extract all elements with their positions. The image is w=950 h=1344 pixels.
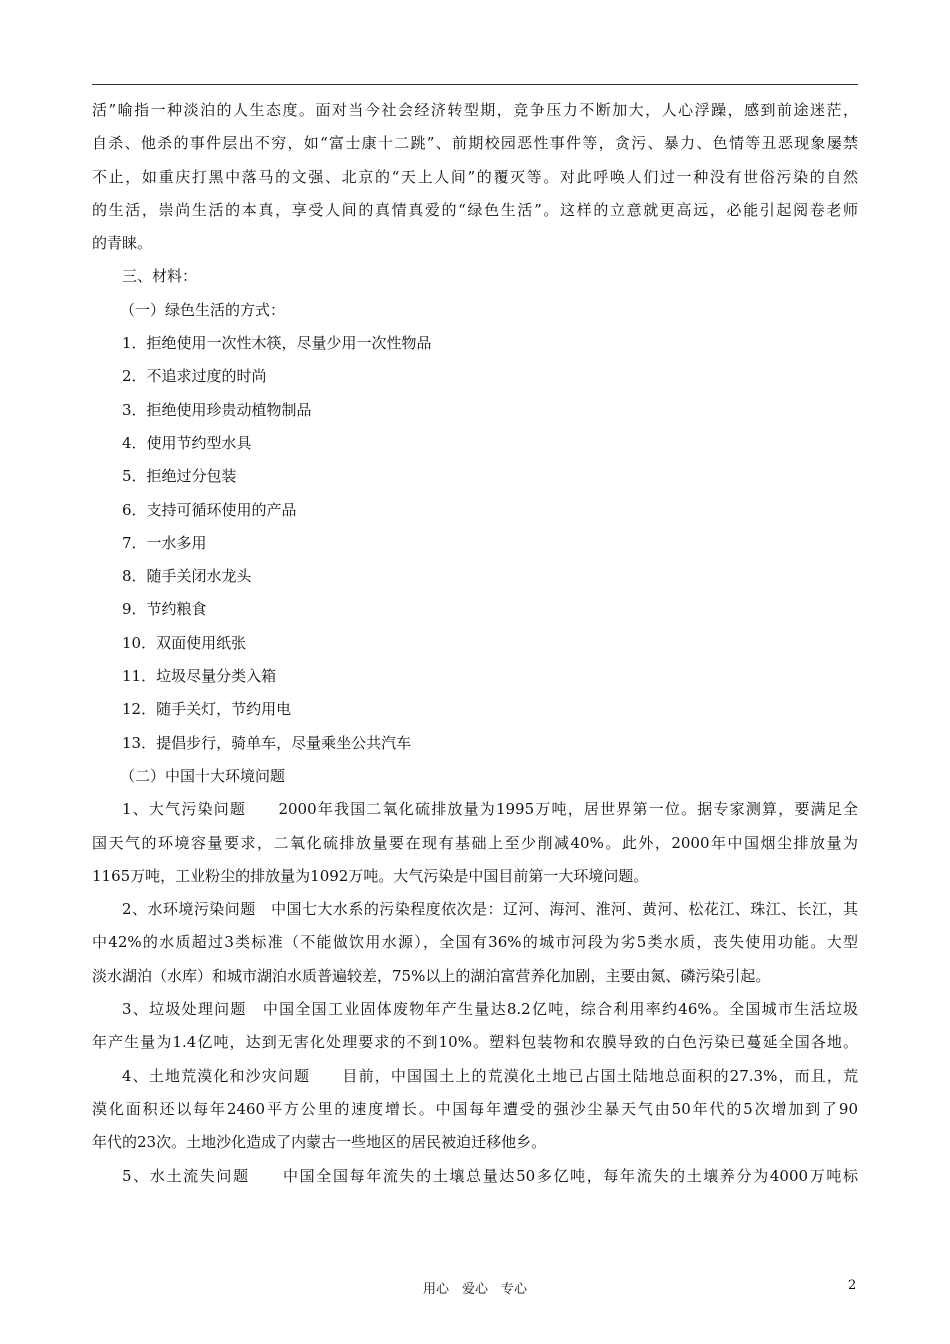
list-item: 1．拒绝使用一次性木筷，尽量少用一次性物品 [122,334,432,353]
green-ways-list [92,327,858,760]
text-line: 3、垃圾处理问题 中国全国工业固体废物年产生量达8.2亿吨，综合利用率约46%。全国城市生活垃圾 [122,1000,858,1019]
problem-soil-erosion [92,1160,858,1193]
intro-paragraph [92,94,858,260]
text-line: 中42%的水质超过3类标准（不能做饮用水源），全国有36%的城市河段为劣5类水质，丧失使用功能。大型 [92,933,858,952]
problem-garbage [92,993,858,1060]
text-line: 年代的23次。土地沙化造成了内蒙古一些地区的居民被迫迁移他乡。 [92,1133,547,1152]
text-line: 2、水环境污染问题 中国七大水系的污染程度依次是：辽河、海河、淮河、黄河、松花江、珠江、长江，其 [122,900,858,919]
text-line: 1、大气污染问题 2000年我国二氧化硫排放量为1995万吨，居世界第一位。据专家测算，要满足全 [122,800,858,819]
problem-water-pollution [92,893,858,993]
text-line: 自杀、他杀的事件层出不穷，如“富士康十二跳”、前期校园恶性事件等，贪污、暴力、色情等丑恶现象屡禁 [92,134,858,153]
list-item: 6．支持可循环使用的产品 [122,500,297,519]
list-item: 5．拒绝过分包装 [122,467,237,486]
text-line: 的生活，崇尚生活的本真，享受人间的真情真爱的“绿色生活”。这样的立意就更高远，必能引起阅卷老师 [92,200,858,219]
text-line: 1165万吨，工业粉尘的排放量为1092万吨。大气污染是中国目前第一大环境问题。 [92,866,649,885]
text-line: 的青睐。 [92,234,153,253]
list-item: 10．双面使用纸张 [122,633,247,652]
list-item: 13．提倡步行，骑单车，尽量乘坐公共汽车 [122,733,412,752]
footer-motto: 用心 爱心 专心 [422,1282,527,1297]
list-item: 4．使用节约型水具 [122,433,252,452]
text-line: 不止，如重庆打黑中落马的文强、北京的“天上人间”的覆灭等。对此呼唤人们过一种没有世俗污染的自然 [92,167,858,186]
list-item: 8．随手关闭水龙头 [122,567,252,586]
text-line: 活”喻指一种淡泊的人生态度。面对当今社会经济转型期，竞争压力不断加大，人心浮躁，感到前途迷茫， [92,101,858,119]
text-line: 国天气的环境容量要求，二氧化硫排放量要在现有基础上至少削减40%。此外，2000年中国烟尘排放量为 [92,833,858,852]
text-line: 漠化面积还以每年2460平方公里的速度增长。中国每年遭受的强沙尘暴天气由50年代的5次增加到了90 [92,1099,858,1118]
list-item: 12．随手关灯，节约用电 [122,700,292,719]
list-item: 9．节约粮食 [122,600,207,619]
text-line: 年产生量为1.4亿吨，达到无害化处理要求的不到10%。塑料包装物和农膜导致的白色污染已蔓延全国各地。 [92,1033,858,1052]
text-line: 4、土地荒漠化和沙灾问题 目前，中国国土上的荒漠化土地已占国土陆地总面积的27.3%，而且，荒 [122,1066,858,1085]
subsection-heading-environment-problems: （二）中国十大环境问题 [120,766,286,785]
list-item: 3．拒绝使用珍贵动植物制品 [122,400,312,419]
problem-desertification [92,1060,858,1160]
list-item: 2．不追求过度的时尚 [122,367,267,386]
text-line: 淡水湖泊（水库）和城市湖泊水质普遍较差，75%以上的湖泊富营养化加剧，主要由氮、磷污染引起。 [92,966,771,985]
document-body [92,94,858,1193]
header-rule [92,84,858,85]
text-line: 5、水土流失问题 中国全国每年流失的土壤总量达50多亿吨，每年流失的土壤养分为4000万吨标 [122,1166,858,1185]
section-heading-materials: 三、材料： [122,267,198,286]
list-item: 11．垃圾尽量分类入箱 [122,667,277,686]
subsection-heading-green-ways: （一）绿色生活的方式： [120,300,286,319]
problem-air-pollution [92,793,858,893]
list-item: 7．一水多用 [122,533,207,552]
page-number: 2 [848,1278,857,1293]
